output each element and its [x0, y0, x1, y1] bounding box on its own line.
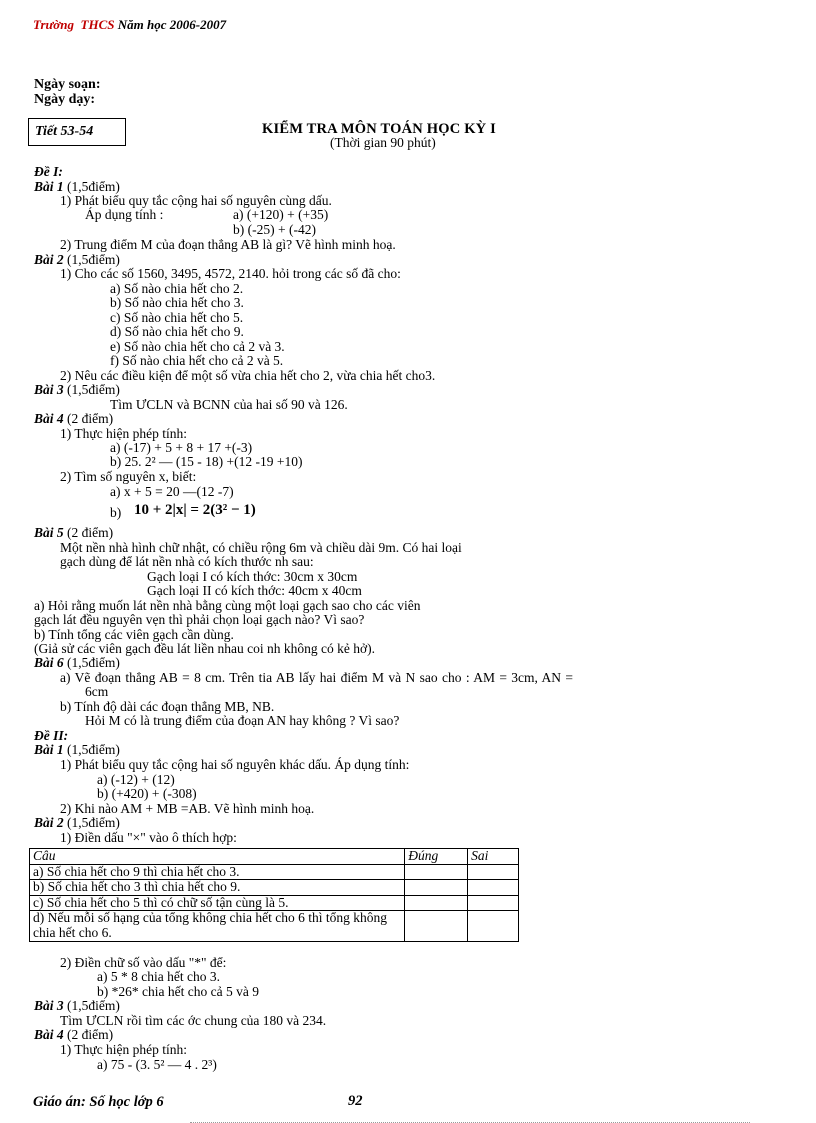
exam2-q4-heading: Bài 4 (2 điểm) [34, 1027, 114, 1042]
table-cell-false[interactable] [468, 895, 519, 911]
exam2-q2-2a: a) 5 * 8 chia hết cho 3. [97, 969, 220, 984]
exam2-q2-part2: 2) Điền chữ số vào dấu "*" để: [60, 955, 227, 970]
teach-date-label: Ngày dạy: [34, 92, 96, 107]
exam1-q2-part1: 1) Cho các số 1560, 3495, 4572, 2140. hỏi trong các số đã cho: [60, 266, 401, 281]
exam2-q1-b: b) (+420) + (-308) [97, 786, 197, 801]
exam2-q2-part1: 1) Điền dấu "×" vào ô thích hợp: [60, 830, 237, 845]
table-row [30, 911, 519, 941]
page-subtitle: (Thời gian 90 phút) [330, 135, 436, 150]
column-header-false: Sai [468, 849, 519, 865]
exam-1-heading: Đề I: [34, 164, 63, 179]
school-type: THCS [80, 17, 115, 32]
table-row [30, 864, 519, 880]
list-item: e) Số nào chia hết cho cả 2 và 3. [110, 339, 285, 354]
exam2-q1-part1: 1) Phát biểu quy tắc cộng hai số nguyên khác dấu. Áp dụng tính: [60, 757, 410, 772]
exam1-q1-part2: 2) Trung điểm M của đoạn thẳng AB là gì? Vẽ hình minh hoạ. [60, 237, 396, 252]
exam1-q5-text: b) Tính tổng các viên gạch cần dùng. [34, 627, 234, 642]
page-header [33, 18, 226, 33]
exam1-q5-text: Gạch loại I có kích thớc: 30cm x 30cm [147, 569, 358, 584]
exam1-q6-a-cont: 6cm [85, 684, 109, 699]
table-cell-true[interactable] [405, 864, 468, 880]
table-cell-question: b) Số chia hết cho 3 thì chia hết cho 9. [30, 880, 405, 896]
column-header-true: Đúng [405, 849, 468, 865]
table-cell-false[interactable] [468, 880, 519, 896]
exam2-q3-text: Tìm ƯCLN rồi tìm các ớc chung của 180 và 234. [60, 1013, 327, 1028]
exam-2-heading: Đề II: [34, 728, 69, 743]
exam1-q1-apply: Áp dụng tính : [85, 207, 164, 222]
exam2-q2-heading: Bài 2 (1,5điểm) [34, 815, 120, 830]
lesson-number-box: Tiết 53-54 [28, 118, 126, 146]
exam2-q1-a: a) (-12) + (12) [97, 772, 175, 787]
list-item: f) Số nào chia hết cho cả 2 và 5. [110, 353, 284, 368]
exam1-q1-a: a) (+120) + (+35) [233, 207, 329, 222]
exam1-q4-2a: a) x + 5 = 20 —(12 -7) [110, 484, 234, 499]
list-item: c) Số nào chia hết cho 5. [110, 310, 244, 325]
exam1-q3-text: Tìm ƯCLN và BCNN của hai số 90 và 126. [110, 397, 348, 412]
exam2-q1-part2: 2) Khi nào AM + MB =AB. Vẽ hình minh hoạ. [60, 801, 315, 816]
exam1-q4-2b-label: b) [110, 505, 122, 520]
exam1-q4-part1: 1) Thực hiện phép tính: [60, 426, 188, 441]
list-item: b) Số nào chia hết cho 3. [110, 295, 244, 310]
table-cell-true[interactable] [405, 880, 468, 896]
exam1-q5-text: a) Hỏi rằng muốn lát nền nhà bằng cùng một loại gạch sao cho các viên [34, 598, 421, 613]
school-year: Năm học 2006-2007 [117, 17, 227, 32]
exam2-q4-part1: 1) Thực hiện phép tính: [60, 1042, 188, 1057]
exam1-q3-heading: Bài 3 (1,5điểm) [34, 382, 120, 397]
table-cell-false[interactable] [468, 864, 519, 880]
exam1-q1-heading: Bài 1 (1,5điểm) [34, 179, 120, 194]
exam2-q4-a: a) 75 - (3. 5² — 4 . 2³) [97, 1057, 217, 1072]
exam1-q5-text: (Giả sử các viên gạch đều lát liền nhau coi nh không có kẻ hở). [34, 641, 375, 656]
list-item: d) Số nào chia hết cho 9. [110, 324, 244, 339]
table-row [30, 880, 519, 896]
exam2-q3-heading: Bài 3 (1,5điểm) [34, 998, 120, 1013]
true-false-table [29, 848, 519, 942]
table-header-row [30, 849, 519, 865]
exam1-q2-heading: Bài 2 (1,5điểm) [34, 252, 120, 267]
exam1-q5-heading: Bài 5 (2 điểm) [34, 525, 114, 540]
prep-date-label: Ngày soạn: [34, 77, 101, 92]
exam1-q4-b: b) 25. 2² — (15 - 18) +(12 -19 +10) [110, 454, 303, 469]
table-cell-question: c) Số chia hết cho 5 thì có chữ số tận cùng là 5. [30, 895, 405, 911]
exam1-q4-2b-equation: 10 + 2|x| = 2(3² − 1) [134, 502, 256, 518]
exam1-q5-text: gạch dùng để lát nền nhà có kích thước nh sau: [60, 554, 314, 569]
table-cell-true[interactable] [405, 911, 468, 941]
page-title: KIỂM TRA MÔN TOÁN HỌC KỲ I [262, 121, 497, 137]
exam1-q6-heading: Bài 6 (1,5điểm) [34, 655, 120, 670]
footer-text: Giáo án: Số học lớp 6 [33, 1094, 164, 1110]
exam1-q6-a: a) Vẽ đoạn thẳng AB = 8 cm. Trên tia AB lấy hai điểm M và N sao cho : AM = 3cm, AN = [60, 670, 574, 685]
exam2-q1-heading: Bài 1 (1,5điểm) [34, 742, 120, 757]
exam1-q4-heading: Bài 4 (2 điểm) [34, 411, 114, 426]
exam1-q4-a: a) (-17) + 5 + 8 + 17 +(-3) [110, 440, 253, 455]
exam1-q6-b: b) Tính độ dài các đoạn thẳng MB, NB. [60, 699, 275, 714]
table-cell-false[interactable] [468, 911, 519, 941]
exam1-q6-b-cont: Hỏi M có là trung điểm của đoạn AN hay không ? Vì sao? [85, 713, 400, 728]
exam1-q5-text: Gạch loại II có kích thớc: 40cm x 40cm [147, 583, 362, 598]
page-number: 92 [348, 1093, 363, 1109]
exam1-q2-part2: 2) Nêu các điều kiện để một số vừa chia hết cho 2, vừa chia hết cho3. [60, 368, 436, 383]
column-header-question: Câu [30, 849, 405, 865]
list-item: a) Số nào chia hết cho 2. [110, 281, 244, 296]
table-cell-question: d) Nếu mỗi số hạng của tổng không chia hết cho 6 thì tổng không chia hết cho 6. [30, 911, 405, 941]
exam1-q4-part2: 2) Tìm số nguyên x, biết: [60, 469, 197, 484]
school-label: Trường [33, 17, 75, 32]
exam2-q2-2b: b) *26* chia hết cho cả 5 và 9 [97, 984, 259, 999]
table-cell-question: a) Số chia hết cho 9 thì chia hết cho 3. [30, 864, 405, 880]
exam1-q1-b: b) (-25) + (-42) [233, 222, 316, 237]
table-row [30, 895, 519, 911]
exam1-q5-text: Một nền nhà hình chữ nhật, có chiều rộng 6m và chiều dài 9m. Có hai loại [60, 540, 462, 555]
table-cell-true[interactable] [405, 895, 468, 911]
exam1-q5-text: gạch lát đều nguyên vẹn thì phải chọn loại gạch nào? Vì sao? [34, 612, 365, 627]
exam1-q1-part1: 1) Phát biểu quy tắc cộng hai số nguyên cùng dấu. [60, 193, 332, 208]
